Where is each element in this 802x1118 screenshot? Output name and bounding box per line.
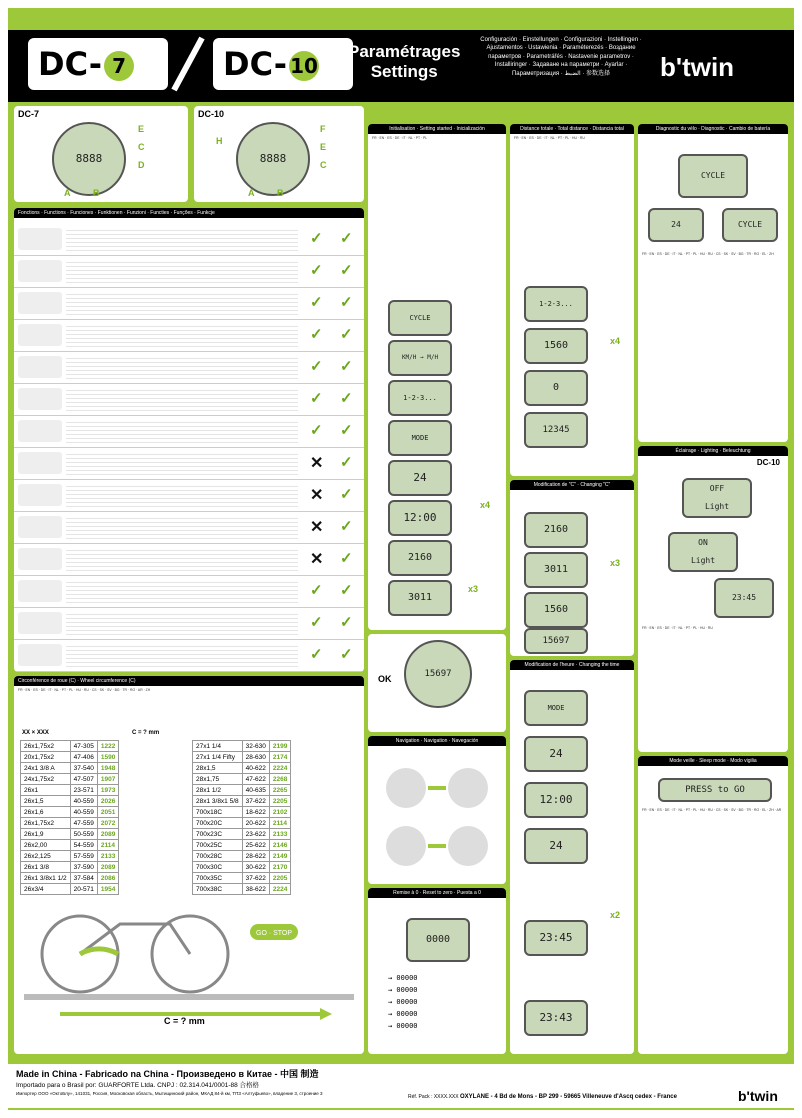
wheel-etrto: 50-559 <box>70 829 97 840</box>
wheel-size: 24x1 3/8 A <box>21 763 71 774</box>
reset-screen: 0000 <box>406 918 470 962</box>
wheel-c-measure: C = ? mm <box>164 1016 205 1026</box>
function-description <box>66 483 298 508</box>
function-icon <box>18 228 62 250</box>
wheel-etrto: 47-622 <box>242 774 269 785</box>
function-description <box>66 323 298 348</box>
footer-importer: Importado para o Brasil por: GUARFORTE Ltda. CNPJ : 02.314.041/0001-88 合格格 <box>16 1082 260 1089</box>
dc7-tick-icon: ✓ <box>310 390 323 407</box>
wheel-c-label: C = ? mm <box>132 730 160 736</box>
dc10-tick-icon: ✓ <box>340 518 353 535</box>
wheel-size: 26x2,125 <box>21 851 71 862</box>
light-screen-1: OFF Light <box>682 478 752 518</box>
wheel-size: 700x20C <box>193 818 243 829</box>
ok-device: 15697 <box>404 640 472 708</box>
wheel-etrto: 37-584 <box>70 873 97 884</box>
wheel-size: 28x1 3/8x1 5/8 <box>193 796 243 807</box>
function-description <box>66 227 298 252</box>
wheel-circumference: 2072 <box>97 818 118 829</box>
function-icon <box>18 484 62 506</box>
wheel-etrto: 40-635 <box>242 785 269 796</box>
dc7-tick-icon: ✓ <box>310 646 323 663</box>
function-description <box>66 611 298 636</box>
wheel-etrto: 18-622 <box>242 807 269 818</box>
wheel-circumference: 2268 <box>269 774 290 785</box>
wheel-size: 28x1,5 <box>193 763 243 774</box>
dc7-logo <box>28 38 168 90</box>
function-description <box>66 547 298 572</box>
function-row <box>14 416 364 448</box>
init-screen-7: 2160 <box>388 540 452 576</box>
diagnostic-heading: Diagnostic du vélo · Diagnostic · Cambio de batería <box>638 124 788 134</box>
wheel-panel <box>14 676 364 1054</box>
init-screen-6: 12:00 <box>388 500 452 536</box>
dc7-tick-icon: ✓ <box>310 294 323 311</box>
dc7-tick-icon: ✓ <box>310 358 323 375</box>
function-row <box>14 640 364 672</box>
wheel-row <box>193 818 291 829</box>
init-screen-8: 3011 <box>388 580 452 616</box>
wheel-row <box>193 774 291 785</box>
light-screen-2: ON Light <box>668 532 738 572</box>
functions-panel <box>14 208 364 672</box>
dc10-bottom-letters: A B <box>248 188 284 198</box>
sleep-heading: Mode veille · Sleep mode · Modo vigilia <box>638 756 788 766</box>
wheel-row <box>21 752 119 763</box>
dc7-tick-icon: ✓ <box>310 262 323 279</box>
title-fr: Paramétrages <box>348 42 461 61</box>
dc7-tick-icon: ✓ <box>310 422 323 439</box>
dc10-tick-icon: ✓ <box>340 646 353 663</box>
diagnostic-instructions: FR · EN · ES · DE · IT · NL · PT · PL · HU · RU · CS · SK · SV · BG · TR · RO · EL · ZH <box>642 252 774 256</box>
wheel-circumference: 2133 <box>97 851 118 862</box>
functions-heading: Fonctions · Functions · Funciones · Funktionen · Funzioni · Functies · Funções · Funkcje <box>14 208 364 218</box>
wheel-circumference: 2205 <box>269 796 290 807</box>
wheel-etrto: 57-559 <box>70 851 97 862</box>
dc7-cross-icon: ✕ <box>310 519 324 536</box>
dc10-tick-icon: ✓ <box>340 454 353 471</box>
navigation-panel <box>368 736 506 884</box>
init-x3: x3 <box>468 584 479 594</box>
wheel-circumference: 2051 <box>97 807 118 818</box>
wheel-etrto: 47-406 <box>70 752 97 763</box>
functions-col-logos: DC-7 DC-10 <box>302 211 337 217</box>
functions-rows <box>14 224 364 672</box>
init-screen-4: MODE <box>388 420 452 456</box>
cc-screen-2: 3011 <box>524 552 588 588</box>
wheel-circumference: 2224 <box>269 884 290 895</box>
wheel-row <box>193 752 291 763</box>
wheel-etrto: 37-590 <box>70 862 97 873</box>
init-instructions: FR · EN · ES · DE · IT · NL · PT · PL <box>372 136 428 140</box>
wheel-etrto: 40-559 <box>70 796 97 807</box>
dc10-left-letter: H <box>216 136 223 146</box>
wheel-size: 26x1,5 <box>21 796 71 807</box>
function-description <box>66 387 298 412</box>
ct-screen-6: 23:43 <box>524 1000 588 1036</box>
function-row <box>14 448 364 480</box>
function-row <box>14 224 364 256</box>
brand-logo <box>660 52 734 83</box>
wheel-circumference: 2133 <box>269 829 290 840</box>
wheel-row <box>21 763 119 774</box>
wheel-etrto: 54-559 <box>70 840 97 851</box>
function-icon <box>18 580 62 602</box>
wheel-etrto: 28-622 <box>242 851 269 862</box>
sleep-instructions: FR · EN · ES · DE · IT · NL · PT · PL · HU · RU · CS · SK · SV · BG · TR · RO · EL · ZH · AR <box>642 808 782 812</box>
wheel-size: 700x30C <box>193 862 243 873</box>
dc7-logo-text: DC- <box>38 45 103 83</box>
wheel-table-right <box>192 740 291 895</box>
wheel-size: 26x1 3/8 <box>21 862 71 873</box>
dc10-tick-icon: ✓ <box>340 358 353 375</box>
wheel-row <box>193 785 291 796</box>
change-c-heading: Modification de "C" · Changing "C" <box>510 480 634 490</box>
dc10-diagram-panel <box>194 106 364 202</box>
init-screen-3: 1-2-3... <box>388 380 452 416</box>
function-description <box>66 259 298 284</box>
wheel-size: 28x1 1/2 <box>193 785 243 796</box>
dc7-tick-icon: ✓ <box>310 326 323 343</box>
init-x4: x4 <box>480 500 491 510</box>
function-row <box>14 608 364 640</box>
wheel-etrto: 20-571 <box>70 884 97 895</box>
wheel-size: 26x1 <box>21 785 71 796</box>
init-heading: Initialisation · Setting started · Inicialización <box>368 124 506 134</box>
wheel-size: 28x1,75 <box>193 774 243 785</box>
dc7-bottom-letters: A B <box>64 188 100 198</box>
dc10-logo <box>213 38 353 90</box>
ct-x2: x2 <box>610 910 621 920</box>
wheel-size: 26x3/4 <box>21 884 71 895</box>
wheel-row <box>21 796 119 807</box>
wheel-row <box>21 873 119 884</box>
wheel-circumference: 2102 <box>269 807 290 818</box>
wheel-table-left <box>20 740 119 895</box>
function-icon <box>18 516 62 538</box>
wheel-row <box>193 851 291 862</box>
wheel-etrto: 23-571 <box>70 785 97 796</box>
reset-panel <box>368 888 506 1054</box>
light-screen-3: 23:45 <box>714 578 774 618</box>
wheel-size: 24x1,75x2 <box>21 774 71 785</box>
dc10-device: 8888 <box>236 122 310 196</box>
function-description <box>66 643 298 668</box>
wheel-row <box>193 862 291 873</box>
function-description <box>66 515 298 540</box>
brand-text: b'twin <box>660 52 735 82</box>
wheel-row <box>193 763 291 774</box>
change-time-panel <box>510 660 634 1054</box>
wheel-size: 27x1 1/4 <box>193 741 243 752</box>
function-icon <box>18 260 62 282</box>
wheel-size: 700x35C <box>193 873 243 884</box>
wheel-size: 20x1,75x2 <box>21 752 71 763</box>
function-row <box>14 512 364 544</box>
navigation-diagram <box>376 758 498 876</box>
td-screen-4: 12345 <box>524 412 588 448</box>
function-row <box>14 480 364 512</box>
function-icon <box>18 388 62 410</box>
wheel-size: 700x25C <box>193 840 243 851</box>
sleep-panel <box>638 756 788 1054</box>
wheel-size: 26x1,6 <box>21 807 71 818</box>
wheel-row <box>193 741 291 752</box>
wheel-row <box>21 741 119 752</box>
wheel-etrto: 30-622 <box>242 862 269 873</box>
change-c-panel <box>510 480 634 656</box>
wheel-circumference: 1222 <box>97 741 118 752</box>
init-screen-2: KM/H → M/H <box>388 340 452 376</box>
function-row <box>14 384 364 416</box>
function-icon <box>18 420 62 442</box>
wheel-row <box>21 807 119 818</box>
reset-list: → 00000 → 00000 → 00000 → 00000 → 00000 <box>388 974 418 1030</box>
function-icon <box>18 452 62 474</box>
total-distance-instructions: FR · EN · ES · DE · IT · NL · PT · PL · HU · RU <box>514 136 585 140</box>
wheel-etrto: 47-507 <box>70 774 97 785</box>
cc-screen-1: 2160 <box>524 512 588 548</box>
function-row <box>14 256 364 288</box>
wheel-row <box>193 807 291 818</box>
dc10-mini-logo: DC-10 <box>198 109 225 119</box>
ct-screen-4: 24 <box>524 828 588 864</box>
wheel-size: 27x1 1/4 Fifty <box>193 752 243 763</box>
function-description <box>66 451 298 476</box>
footer-address: OXYLANE - 4 Bd de Mons - BP 299 - 59665 Villeneuve d'Ascq cedex - France <box>460 1094 677 1100</box>
wheel-circumference: 2265 <box>269 785 290 796</box>
dc7-cross-icon: ✕ <box>310 455 324 472</box>
wheel-row <box>21 785 119 796</box>
diag-screen-1: CYCLE <box>678 154 748 198</box>
wheel-size: 700x18C <box>193 807 243 818</box>
wheel-etrto: 37-622 <box>242 796 269 807</box>
dc10-tick-icon: ✓ <box>340 230 353 247</box>
wheel-circumference: 2170 <box>269 862 290 873</box>
wheel-row <box>21 818 119 829</box>
wheel-etrto: 47-305 <box>70 741 97 752</box>
function-row <box>14 320 364 352</box>
wheel-circumference: 1973 <box>97 785 118 796</box>
wheel-etrto: 23-622 <box>242 829 269 840</box>
function-description <box>66 579 298 604</box>
footer-ref: Réf. Pack : XXXX.XXX <box>408 1094 459 1100</box>
wheel-size: 700x28C <box>193 851 243 862</box>
wheel-size: 26x2,00 <box>21 840 71 851</box>
title-en: Settings <box>370 62 438 81</box>
ct-screen-3: 12:00 <box>524 782 588 818</box>
dc7-device: 8888 <box>52 122 126 196</box>
change-time-heading: Modification de l'heure · Changing the time <box>510 660 634 670</box>
wheel-etrto: 38-622 <box>242 884 269 895</box>
reset-heading: Remise à 0 · Reset to zero · Puesta a 0 <box>368 888 506 898</box>
header-bar <box>8 30 794 102</box>
init-screen-1: CYCLE <box>388 300 452 336</box>
dc10-tick-icon: ✓ <box>340 550 353 567</box>
wheel-heading: Circonférence de roue (C) · Wheel circumference (C) <box>14 676 364 686</box>
function-icon <box>18 324 62 346</box>
wheel-row <box>193 840 291 851</box>
title-block <box>348 42 460 82</box>
td-screen-2: 1560 <box>524 328 588 364</box>
slash-divider <box>168 36 208 92</box>
dc10-logo-number: 10 <box>289 51 319 81</box>
ct-screen-5: 23:45 <box>524 920 588 956</box>
lighting-panel <box>638 446 788 752</box>
wheel-circumference: 2089 <box>97 862 118 873</box>
wheel-row <box>193 884 291 895</box>
wheel-circumference: 1948 <box>97 763 118 774</box>
ok-panel <box>368 634 506 732</box>
dc10-tick-icon: ✓ <box>340 262 353 279</box>
diagnostic-panel <box>638 124 788 442</box>
wheel-circumference: 2089 <box>97 829 118 840</box>
dc10-tick-icon: ✓ <box>340 614 353 631</box>
wheel-etrto: 37-622 <box>242 873 269 884</box>
function-row <box>14 544 364 576</box>
dc7-tick-icon: ✓ <box>310 614 323 631</box>
wheel-row <box>21 851 119 862</box>
footer-brand: b'twin <box>738 1088 778 1104</box>
wheel-etrto: 28-630 <box>242 752 269 763</box>
wheel-size: 26x1,75x2 <box>21 741 71 752</box>
lighting-heading: Éclairage · Lighting · Beleuchtung <box>638 446 788 456</box>
wheel-row <box>193 829 291 840</box>
wheel-circumference: 2026 <box>97 796 118 807</box>
wheel-etrto: 20-622 <box>242 818 269 829</box>
function-description <box>66 291 298 316</box>
wheel-circumference: 2114 <box>269 818 290 829</box>
wheel-etrto: 32-630 <box>242 741 269 752</box>
wheel-row <box>193 873 291 884</box>
dc10-letters: F E C <box>320 124 327 170</box>
diag-screen-2: 24 <box>648 208 704 242</box>
wheel-etrto: 37-540 <box>70 763 97 774</box>
wheel-circumference: 2114 <box>97 840 118 851</box>
wheel-size-label: XX × XXX <box>22 730 49 736</box>
wheel-row <box>21 884 119 895</box>
ct-screen-2: 24 <box>524 736 588 772</box>
td-screen-1: 1-2-3... <box>524 286 588 322</box>
dc7-tick-icon: ✓ <box>310 582 323 599</box>
dc7-mini-logo: DC-7 <box>18 109 40 119</box>
td-screen-3: 0 <box>524 370 588 406</box>
footer <box>8 1064 794 1108</box>
function-row <box>14 576 364 608</box>
wheel-size: 26x1,75x2 <box>21 818 71 829</box>
dc7-cross-icon: ✕ <box>310 551 324 568</box>
wheel-circumference: 2146 <box>269 840 290 851</box>
dc7-tick-icon: ✓ <box>310 230 323 247</box>
cc-x3: x3 <box>610 558 621 568</box>
cc-screen-3: 1560 <box>524 592 588 628</box>
diag-screen-3: CYCLE <box>722 208 778 242</box>
init-screen-5: 24 <box>388 460 452 496</box>
dc10-tick-icon: ✓ <box>340 294 353 311</box>
function-row <box>14 288 364 320</box>
wheel-circumference: 2199 <box>269 741 290 752</box>
dc10-tick-icon: ✓ <box>340 582 353 599</box>
dc7-cross-icon: ✕ <box>310 487 324 504</box>
dc10-tick-icon: ✓ <box>340 390 353 407</box>
footer-made-in: Made in China - Fabricado na China - Произведено в Китае - 中国 制造 <box>16 1069 319 1079</box>
function-icon <box>18 612 62 634</box>
wheel-circumference: 1907 <box>97 774 118 785</box>
wheel-size: 700x38C <box>193 884 243 895</box>
dc7-letters: E C D <box>138 124 145 170</box>
function-icon <box>18 548 62 570</box>
wheel-row <box>21 840 119 851</box>
sleep-screen: PRESS to GO <box>658 778 772 802</box>
wheel-circumference: 1954 <box>97 884 118 895</box>
dc7-diagram-panel <box>14 106 188 202</box>
lighting-dc10-logo: DC-10 <box>756 458 780 467</box>
wheel-circumference: 2149 <box>269 851 290 862</box>
wheel-row <box>21 774 119 785</box>
svg-text:GO · STOP: GO · STOP <box>256 930 293 937</box>
wheel-etrto: 40-622 <box>242 763 269 774</box>
dc10-tick-icon: ✓ <box>340 486 353 503</box>
function-icon <box>18 292 62 314</box>
dc10-tick-icon: ✓ <box>340 422 353 439</box>
function-description <box>66 355 298 380</box>
wheel-etrto: 40-559 <box>70 807 97 818</box>
wheel-row <box>193 796 291 807</box>
wheel-instructions: FR · EN · ES · DE · IT · NL · PT · PL · HU · RU · CS · SK · SV · BG · TR · RO · AR · ZH <box>18 688 151 692</box>
dc10-logo-text: DC- <box>223 45 288 83</box>
wheel-circumference: 2086 <box>97 873 118 884</box>
footer-ru-importer: Импортер ООО «ОктоБлу», 141031, Россия, Московская область, Мытищинский район, МКАД 84-й км, ТПЗ «Алтуфьево», владение 3, строение 3 <box>16 1091 323 1096</box>
function-description <box>66 419 298 444</box>
wheel-circumference: 2224 <box>269 763 290 774</box>
lighting-instructions: FR · EN · ES · DE · IT · NL · PT · PL · HU · RU <box>642 626 713 630</box>
td-x4: x4 <box>610 336 621 346</box>
languages-list: Configuración · Einstellungen · Configurazioni · Instellingen · Ajustamentos · Ustawienia · Paraméterezés · Bоздание параметров · Parametrářés · Nastavenie parametrov · Installiringer · Задаване на параметри · Ayarlar · Параметризация · الضبط · 参数选择 <box>480 37 642 77</box>
function-icon <box>18 644 62 666</box>
wheel-size: 26x1 3/8x1 1/2 <box>21 873 71 884</box>
navigation-heading: Navigation · Navigation · Navegación <box>368 736 506 746</box>
wheel-etrto: 25-622 <box>242 840 269 851</box>
total-distance-heading: Distance totale · Total distance · Distancia total <box>510 124 634 134</box>
wheel-row <box>21 829 119 840</box>
initialisation-panel <box>368 124 506 630</box>
wheel-circumference: 1590 <box>97 752 118 763</box>
function-row <box>14 352 364 384</box>
wheel-size: 700x23C <box>193 829 243 840</box>
wheel-circumference: 2205 <box>269 873 290 884</box>
dc10-tick-icon: ✓ <box>340 326 353 343</box>
total-distance-panel <box>510 124 634 476</box>
wheel-size: 26x1,9 <box>21 829 71 840</box>
wheel-circumference: 2174 <box>269 752 290 763</box>
dc7-logo-number: 7 <box>104 51 134 81</box>
wheel-row <box>21 862 119 873</box>
ct-screen-1: MODE <box>524 690 588 726</box>
function-icon <box>18 356 62 378</box>
wheel-etrto: 47-559 <box>70 818 97 829</box>
ok-label: OK <box>378 674 392 684</box>
cc-screen-4: 15697 <box>524 628 588 654</box>
